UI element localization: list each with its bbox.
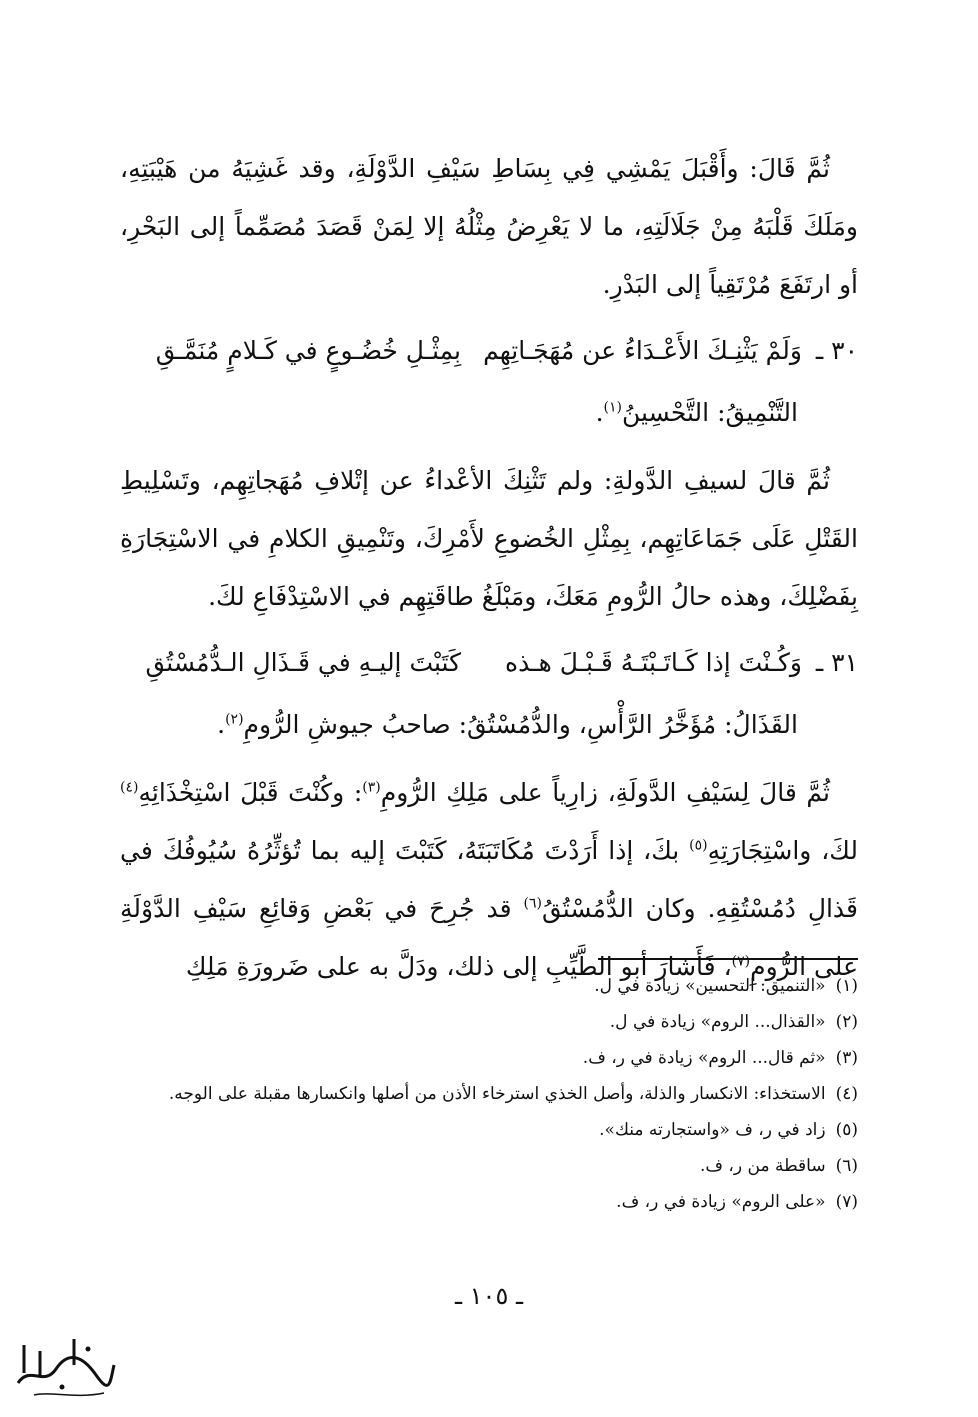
- footnote-ref[interactable]: (٣): [362, 779, 381, 796]
- commentary-paragraph-1: ثُمَّ قَالَ: وأَقْبَلَ يَمْشِي فِي بِسَاطِ سَيْفِ الدَّوْلَةِ، وقد غَشِيَهُ من هَيْبَتِهِ، ومَلَكَ قَلْبَهُ مِنْ جَلَالَتِهِ، ما لا يَعْرِضُ مِثْلُهُ إلا لِمَنْ قَصَدَ مُصَمِّماً إلى البَحْرِ، أو ارتَفَعَ مُرْتَقِياً إلى البَدْرِ.: [120, 154, 858, 299]
- commentary-paragraph-3: ثُمَّ قالَ لِسَيْفِ الدَّولَةِ، زارِياً على مَلِكِ الرُّومِ$^{(٣)}$: وكُنْتَ قَبْلَ اسْتِخْذَائِهِ$^{(٤)}$ لكَ، واسْتِجَارَتِهِ$^{(٥)}$ بكَ، إذا أَرَدْتَ مُكَاتَبَتَهُ، كَتَبْتَ إليه بما تُؤثِّرُهُ سُيُوفُكَ في قَذالِ دُمُسْتُقِهِ. وكان الدُّمُسْتُقُ$^{(٦)}$ قد جُرِحَ في بَعْضِ وَقائِعِ سَيْفِ الدَّوْلَةِ على الرُّومِ$^{(٧)}$، فَأَشارَ أبو الطَّيِّبِ إلى ذلك، ودَلَّ به على ضَرورَةِ مَلِكِ: [120, 778, 858, 981]
- footnote-item: (٤)الاستخذاء: الانكسار والذلة، وأصل الخذي استرخاء الأذن من أصلها وانكسارها مقبلة على الوجه.: [168, 1084, 858, 1104]
- footnotes: [120, 968, 858, 1220]
- footnote-ref[interactable]: (٤): [120, 779, 139, 796]
- verse-number: ٣٠ ـ: [815, 336, 858, 365]
- footnote-ref[interactable]: (٢): [225, 711, 244, 728]
- footnote-item: (٧)«على الروم» زيادة في ر، ف.: [616, 1192, 858, 1212]
- footnote-item: (٢)«القذال... الروم» زيادة في ل.: [609, 1012, 858, 1032]
- footnote-ref[interactable]: (١): [603, 399, 622, 416]
- verse-second-hemistich: كَتَبْتَ إليـهِ في قَـذَالِ الـدُّمُسْتُقِ: [145, 648, 461, 677]
- gloss-31: القَذَالُ: مُؤَخَّرُ الرَّأْسِ، والدُّمُسْتُقُ: صاحبُ جيوشِ الرُّومِ$^{(٢)}$.: [217, 710, 798, 739]
- main-text: [120, 140, 858, 1004]
- footnote-ref[interactable]: (٦): [523, 895, 542, 912]
- footnote-item: (٥)زاد في ر، ف «واستجارته منك».: [599, 1120, 858, 1140]
- commentary-paragraph-2: ثُمَّ قالَ لسيفِ الدَّولةِ: ولم تَثْنِكَ الأعْداءُ عن إتْلافِ مُهَجاتِهِم، وتَسْلِيطِ القَتْلِ عَلَى جَمَاعَاتِهِم، بِمِثْلِ الخُضوعِ لأَمْرِكَ، وتَنْمِيقِ الكلامِ في الاسْتِجَارَةِ بِفَضْلِكَ، وهذه حالُ الرُّومِ مَعَكَ، ومَبْلَغُ طاقَتِهِم في الاسْتِدْفَاعِ لكَ.: [120, 466, 858, 611]
- footnote-ref[interactable]: (٥): [689, 837, 708, 854]
- page-number: ـ ١٠٥ ـ: [454, 1282, 523, 1310]
- verse-30: [120, 322, 858, 380]
- verse-first-hemistich: وَكُـنْتَ إذا كَـاتَـبْتَـهُ قَـبْـلَ هـذه: [505, 648, 802, 677]
- gloss-30: التَّنْمِيقُ: التَّحْسِينُ$^{(١)}$.: [595, 398, 798, 427]
- verse-first-hemistich: وَلَمْ يَثْنِـكَ الأَعْـدَاءُ عن مُهَجَـاتِهِم: [483, 336, 802, 365]
- footnote-item: (٣)«ثم قال... الروم» زيادة في ر، ف.: [582, 1048, 858, 1068]
- footnote-item: (١)«التنميق: التحسين» زيادة في ل.: [594, 976, 858, 996]
- verse-31: [120, 634, 858, 692]
- library-logo: [10, 1325, 120, 1405]
- footnote-item: (٦)ساقطة من ر، ف.: [699, 1156, 858, 1176]
- verse-number: ٣١ ـ: [815, 648, 858, 677]
- footnote-separator: [598, 958, 858, 960]
- verse-second-hemistich: بِمِثْـلِ خُضُـوعٍ في كَـلامٍ مُنَمَّـقِ: [155, 336, 461, 365]
- footnote-ref[interactable]: (٧): [731, 953, 751, 970]
